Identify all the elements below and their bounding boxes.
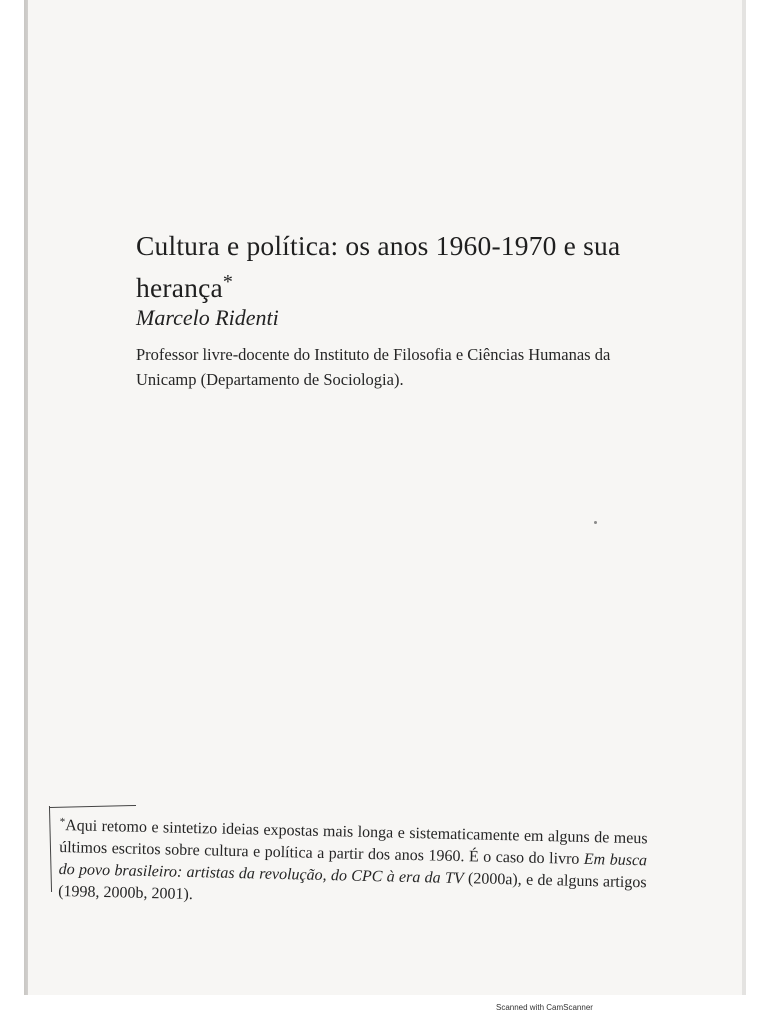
- footnote-paragraph: [58, 811, 648, 916]
- footnote-reference-mark: *: [222, 271, 234, 293]
- author-affiliation: Professor livre-docente do Instituto de Filosofia e Ciências Humanas da Unicamp (Departamento de Sociologia).: [136, 345, 611, 389]
- chapter-title: [136, 228, 656, 306]
- footnote-text-part-2: (2000a), e de alguns artigos (1998, 2000b, 2001).: [57, 870, 647, 904]
- page-edge: [742, 0, 746, 995]
- footnote-text-part-1: Aqui retomo e sintetizo ideias expostas mais longa e sistematicamente em alguns de meus últimos escritos sobre cultura e política a partir dos anos 1960. É o caso do livro: [58, 817, 648, 868]
- scanner-watermark: Scanned with CamScanner: [496, 1003, 593, 1012]
- scan-speck: [594, 521, 597, 524]
- chapter-title-text: Cultura e política: os anos 1960-1970 e sua herança: [136, 230, 621, 303]
- footnote-book-title: Em busca do povo brasileiro: artistas da revolução, do CPC à era da TV: [58, 850, 648, 888]
- footnote: [58, 811, 648, 916]
- footnote-mark: *: [59, 815, 66, 829]
- author-name: Marcelo Ridenti: [136, 305, 279, 330]
